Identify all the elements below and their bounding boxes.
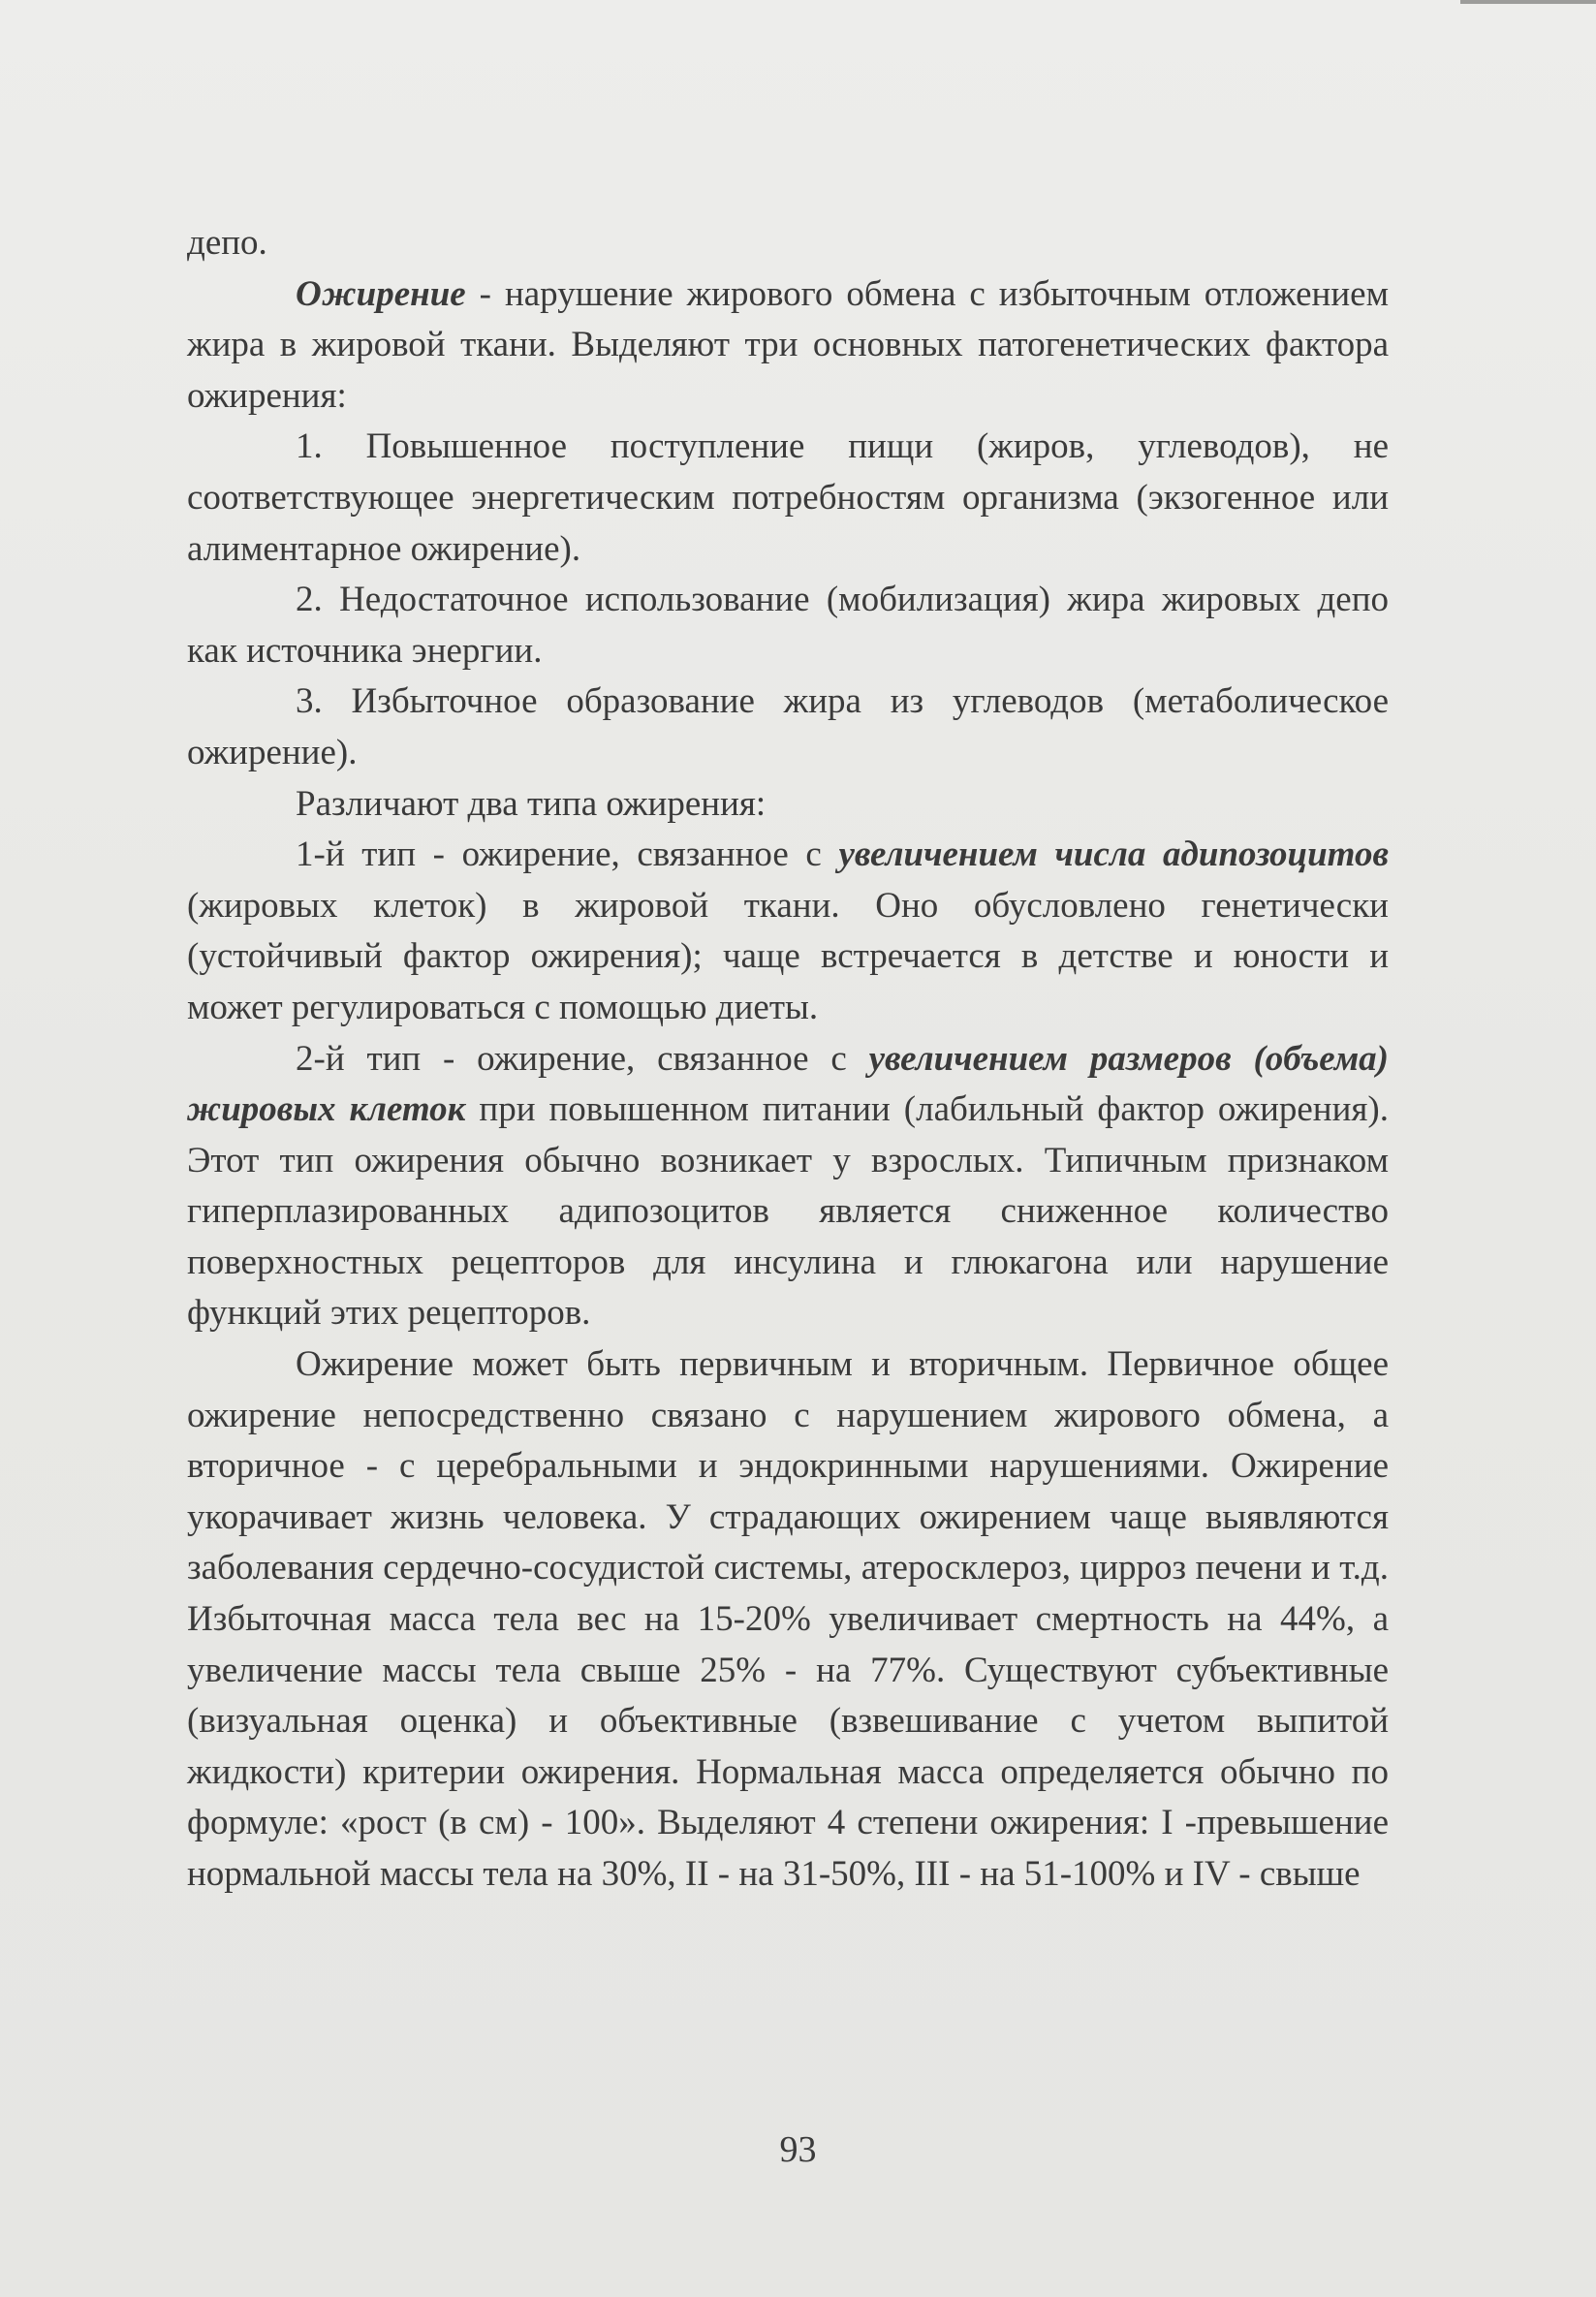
scan-edge-mark (1460, 0, 1596, 4)
paragraph-primary-secondary: Ожирение может быть первичным и вторичным. Первичное общее ожирение непосредственно связано с нарушением жирового обмена, а вторичное - с церебральными и эндокринными нарушениями. Ожирение укорачивает жизнь человека. У страдающих ожирением чаще выявляются заболевания сердечно-сосудистой системы, атеросклероз, цирроз печени и т.д. Избыточная масса тела вес на 15-20% увеличивает смертность на 44%, а увеличение массы тела свыше 25% - на 77%. Существуют субъективные (визуальная оценка) и объективные (взвешивание с учетом выпитой жидкости) критерии ожирения. Нормальная масса определяется обычно по формуле: «рост (в см) - 100». Выделяют 4 степени ожирения: I -превышение нормальной массы тела на 30%, II - на 31-50%, III - на 51-100% и IV - свыше (187, 1344, 1389, 1894)
paragraph-obesity-definition: Ожирение - нарушение жирового обмена с избыточным отложением жира в жировой ткани. Выделяют три основных патогенетических фактора ожирения: (187, 273, 1389, 416)
paragraph-type-2: 2-й тип - ожирение, связанное с увеличением размеров (объема) жировых клеток при повышенном питании (лабильный фактор ожирения). Этот тип ожирения обычно возникает у взрослых. Типичным признаком гиперплазированных адипозоцитов является сниженное количество поверхностных рецепторов для инсулина и глюкагона или нарушение функций этих рецепторов. (187, 1038, 1389, 1334)
list-item-factor-1: 1. Повышенное поступление пищи (жиров, углеводов), не соответствующее энергетическим потребностям организма (экзогенное или алиментарное ожирение). (187, 426, 1389, 569)
term-cell-size: увеличением размеров (объема) жировых клеток (187, 1038, 1389, 1130)
paragraph-two-types: Различают два типа ожирения: (296, 783, 767, 824)
term-obesity: Ожирение (296, 273, 466, 314)
page-number: 93 (779, 2129, 817, 2170)
term-cell-count: увеличением числа адипозоцитов (838, 834, 1389, 875)
paragraph-continuation: депо. (187, 223, 267, 263)
list-item-factor-3: 3. Избыточное образование жира из углеводов (метаболическое ожирение). (187, 681, 1389, 772)
paragraph-type-1: 1-й тип - ожирение, связанное с увеличением числа адипозоцитов (жировых клеток) в жировой ткани. Оно обусловлено генетически (устойчивый фактор ожирения); чаще встречается в детстве и юности и может регулироваться с помощью диеты. (187, 834, 1389, 1027)
page-body-text (187, 218, 1389, 1901)
list-item-factor-2: 2. Недостаточное использование (мобилизация) жира жировых депо как источника энергии. (187, 580, 1389, 671)
